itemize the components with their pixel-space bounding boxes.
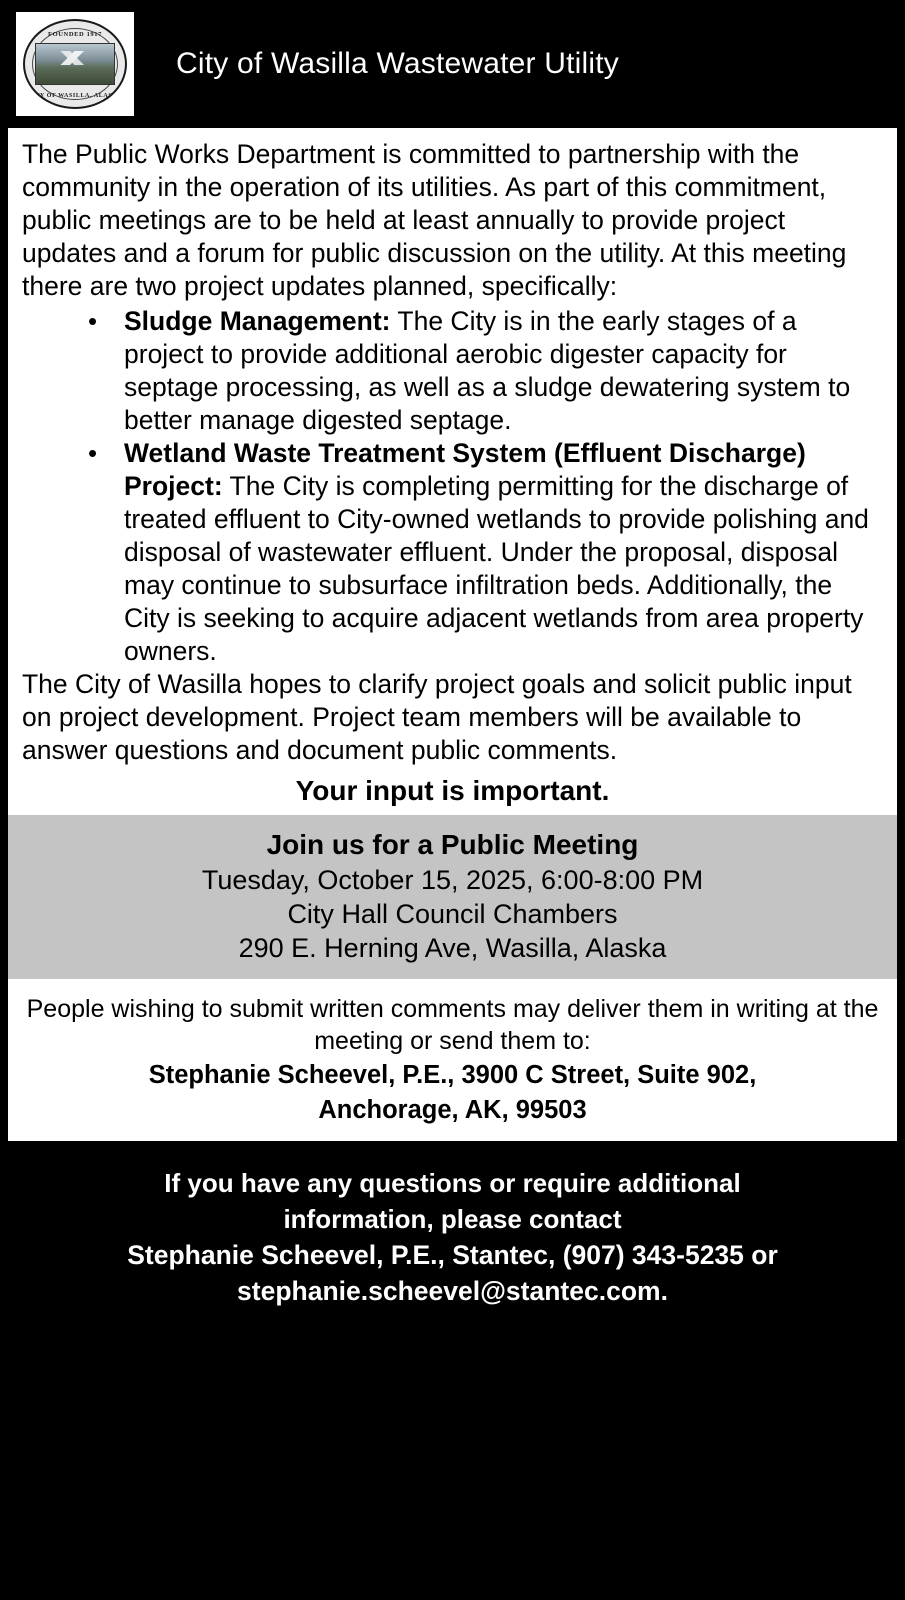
city-seal-bottom-text: CITY OF WASILLA, ALASKA xyxy=(27,93,123,99)
meeting-title: Join us for a Public Meeting xyxy=(266,829,639,860)
footer-contact-line-1: Stephanie Scheevel, P.E., Stantec, (907) 343-5235 or xyxy=(127,1240,778,1270)
footer-lead-line-1: If you have any questions or require additional xyxy=(164,1168,741,1198)
meeting-datetime: Tuesday, October 15, 2025, 6:00-8:00 PM xyxy=(201,865,704,895)
city-seal-top-text: FOUNDED 1917 xyxy=(48,31,102,38)
comments-instructions: People wishing to submit written comments may deliver them in writing at the meeting or send them to: xyxy=(26,995,879,1055)
header xyxy=(0,0,905,128)
footer-contact-email: stephanie.scheevel@stantec.com. xyxy=(237,1276,668,1306)
emphasis-statement: Your input is important. xyxy=(295,775,610,806)
city-seal-landscape xyxy=(35,43,115,85)
body-panel xyxy=(8,128,897,815)
comments-address-line-2: Anchorage, AK, 99503 xyxy=(318,1096,587,1124)
meeting-address: 290 E. Herning Ave, Wasilla, Alaska xyxy=(238,933,667,963)
footer xyxy=(0,1141,905,1600)
bullet-text: The City is completing permitting for the discharge of treated effluent to City-owned wetlands to provide polishing and disposal of wastewater effluent. Under the proposal, disposal may continue to subsurface infiltration beds. Additionally, the City is seeking to acquire adjacent wetlands from area property owners. xyxy=(124,471,869,666)
list-item xyxy=(22,305,883,437)
list-item xyxy=(22,437,883,668)
closing-paragraph: The City of Wasilla hopes to clarify project goals and solicit public input on project development. Project team members will be available to answer questions and document public comments. xyxy=(22,669,852,765)
comments-panel xyxy=(8,979,897,1141)
footer-lead-line-2: information, please contact xyxy=(283,1204,622,1234)
city-seal-icon xyxy=(16,12,134,116)
meeting-panel xyxy=(8,815,897,979)
intro-paragraph: The Public Works Department is committed to partnership with the community in the operation of its utilities. As part of this commitment, public meetings are to be held at least annually to provide project updates and a forum for public discussion on the utility. At this meeting there are two project updates planned, specifically: xyxy=(22,139,847,301)
comments-address-line-1: Stephanie Scheevel, P.E., 3900 C Street, Suite 902, xyxy=(148,1061,757,1089)
meeting-venue: City Hall Council Chambers xyxy=(287,899,618,929)
page-title: City of Wasilla Wastewater Utility xyxy=(176,47,619,80)
bullet-label: Sludge Management: xyxy=(124,306,391,336)
bullet-label: Wetland Waste Treatment System (Effluent Discharge) Project: xyxy=(124,438,806,501)
project-updates-list xyxy=(22,305,883,668)
bullet-text: The City is in the early stages of a project to provide additional aerobic digester capacity for septage processing, as well as a sludge dewatering system to better manage digested septage. xyxy=(124,306,851,435)
city-seal-inner xyxy=(23,19,127,109)
